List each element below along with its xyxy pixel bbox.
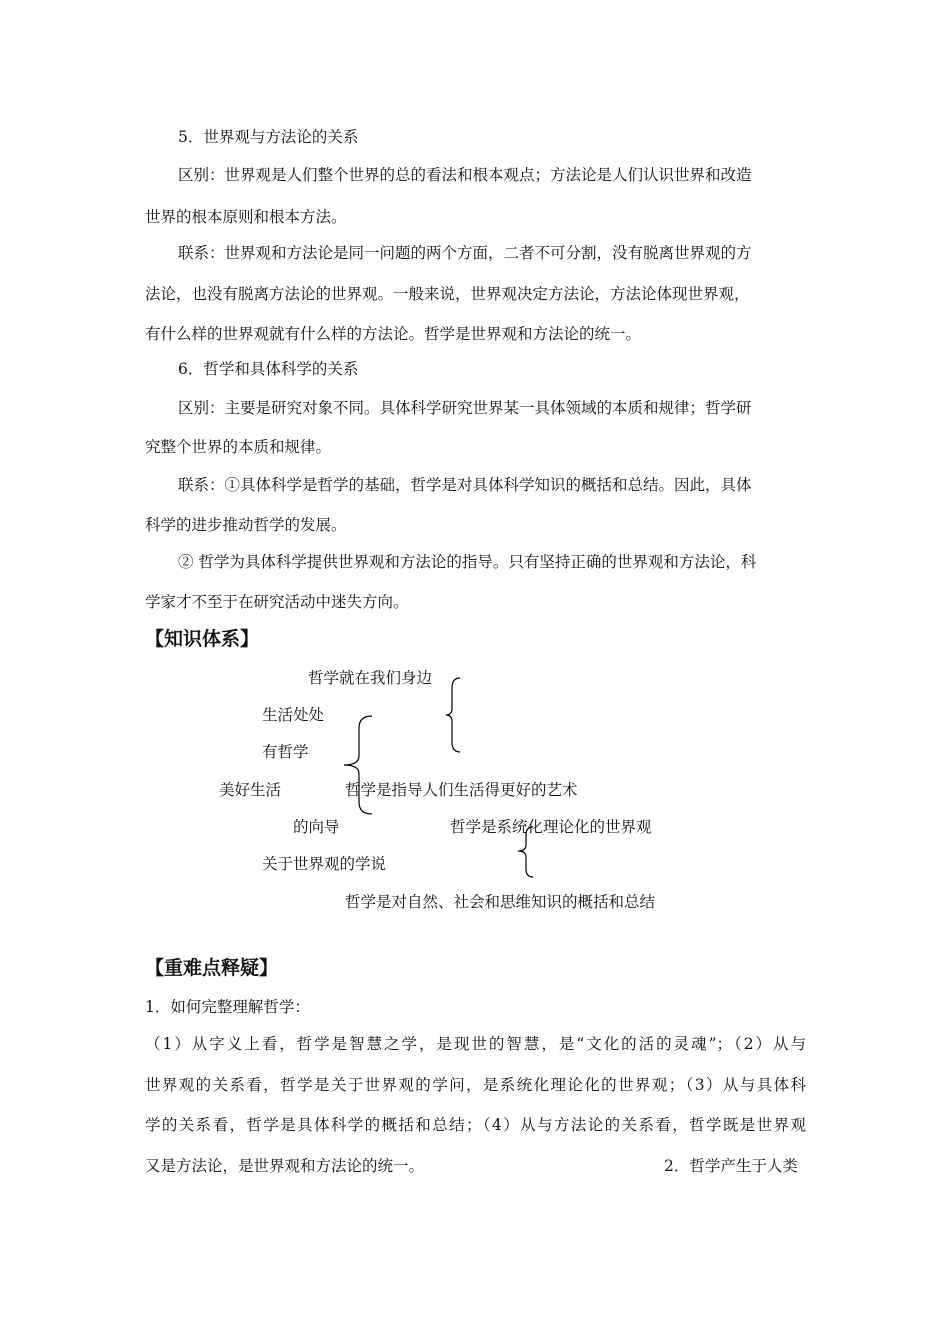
brace-right-top — [444, 676, 464, 754]
node-good-life-2: 的向导 — [293, 818, 340, 836]
node-life-everywhere-1: 生活处处 — [262, 706, 325, 724]
sec6-link-line4: 学家才不至于在研究活动中迷失方向。 — [145, 593, 409, 611]
question-1: 1．如何完整理解哲学： — [145, 998, 310, 1016]
sec5-diff-line1: 区别：世界观是人们整个世界的总的看法和根本观点；方法论是人们认识世界和改造 — [178, 166, 752, 184]
question-2: 2．哲学产生于人类 — [664, 1157, 798, 1175]
answer-1-line2: 世界观的关系看，哲学是关于世界观的学问，是系统化理论化的世界观；（3）从与具体科 — [145, 1076, 806, 1094]
answer-1-line4: 又是方法论，是世界观和方法论的统一。 — [145, 1157, 425, 1175]
node-art-of-living: 哲学是指导人们生活得更好的艺术 — [345, 781, 578, 799]
node-systematic-worldview: 哲学是系统化理论化的世界观 — [450, 818, 652, 836]
sec6-link-line2: 科学的进步推动哲学的发展。 — [145, 516, 347, 534]
answer-1-line3: 学的关系看，哲学是具体科学的概括和总结；（4）从与方法论的关系看，哲学既是世界观 — [145, 1116, 806, 1134]
node-summary-of-knowledge: 哲学是对自然、社会和思维知识的概括和总结 — [345, 893, 656, 911]
sec6-diff-line2: 究整个世界的本质和规律。 — [145, 438, 332, 456]
sec5-diff-line2: 世界的根本原则和根本方法。 — [145, 208, 347, 226]
node-life-everywhere-2: 有哲学 — [262, 743, 309, 761]
knowledge-heading: 【知识体系】 — [145, 628, 260, 650]
sec5-link-line3: 有什么样的世界观就有什么样的方法论。哲学是世界观和方法论的统一。 — [145, 325, 642, 343]
node-philosophy-around-us: 哲学就在我们身边 — [308, 669, 433, 687]
sec6-link-line3: ② 哲学为具体科学提供世界观和方法论的指导。只有坚持正确的世界观和方法论，科 — [178, 553, 757, 571]
brace-middle — [342, 714, 376, 816]
sec6-link-line1: 联系：①具体科学是哲学的基础，哲学是对具体科学知识的概括和总结。因此，具体 — [178, 476, 752, 494]
sec6-diff-line1: 区别：主要是研究对象不同。具体科学研究世界某一具体领域的本质和规律；哲学研 — [178, 399, 752, 417]
node-good-life-1: 美好生活 — [219, 781, 282, 799]
sec5-link-line2: 法论，也没有脱离方法论的世界观。一般来说，世界观决定方法论，方法论体现世界观， — [145, 285, 750, 303]
brace-lower — [515, 825, 537, 879]
sec6-title: 6．哲学和具体科学的关系 — [178, 360, 359, 378]
sec5-title: 5．世界观与方法论的关系 — [178, 128, 359, 146]
answer-1-line1: （1）从字义上看，哲学是智慧之学，是现世的智慧，是“文化的活的灵魂”；（2）从与 — [145, 1035, 806, 1053]
difficult-heading: 【重难点释疑】 — [145, 957, 279, 979]
node-worldview-theory: 关于世界观的学说 — [262, 855, 387, 873]
sec5-link-line1: 联系：世界观和方法论是同一问题的两个方面，二者不可分割，没有脱离世界观的方 — [178, 244, 752, 262]
